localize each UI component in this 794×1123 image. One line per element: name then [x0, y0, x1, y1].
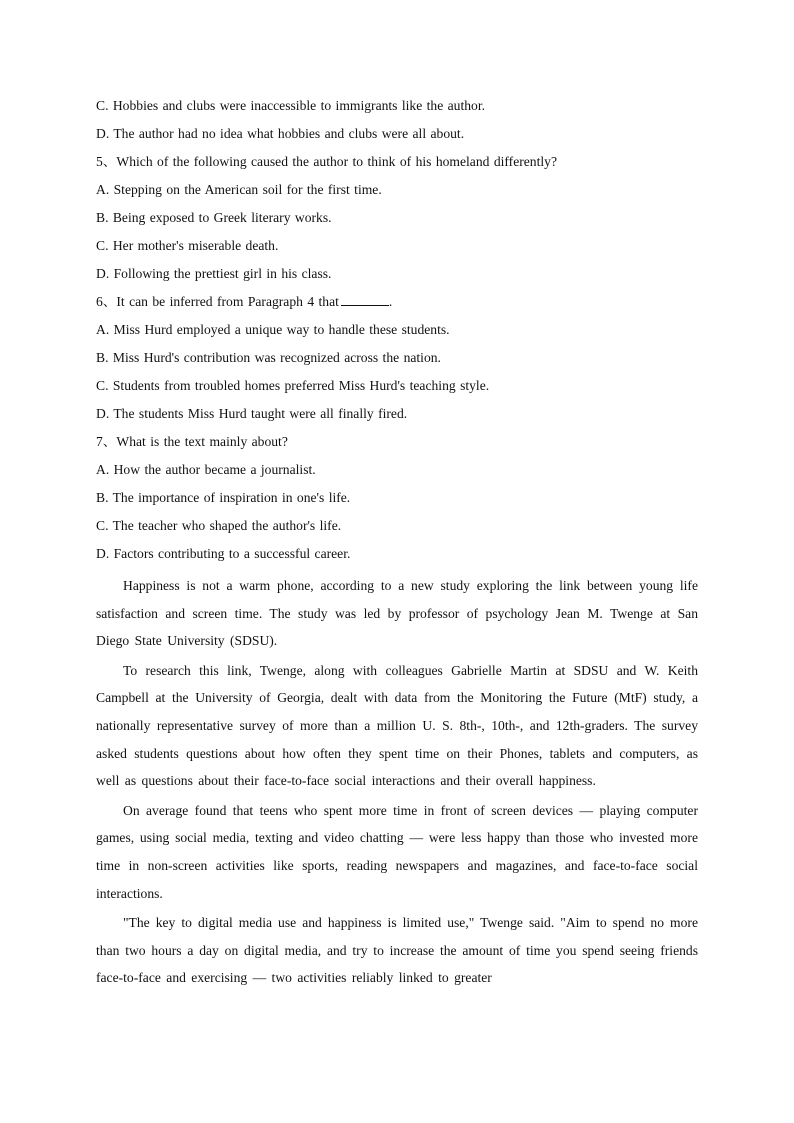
- question-stem-text: 6、It can be inferred from Paragraph 4 that: [96, 294, 339, 309]
- option-line: B. The importance of inspiration in one's life.: [96, 490, 351, 505]
- question-6: [96, 290, 698, 430]
- option-line: C. Hobbies and clubs were inaccessible to immigrants like the author.: [96, 98, 486, 113]
- option-line: C. Students from troubled homes preferred Miss Hurd's teaching style.: [96, 378, 490, 393]
- question-stem: [96, 290, 698, 318]
- question-7: [96, 430, 698, 570]
- option-line: D. Factors contributing to a successful career.: [96, 546, 351, 561]
- option-line: D. The students Miss Hurd taught were all finally fired.: [96, 406, 408, 421]
- passage-paragraph: Happiness is not a warm phone, according to a new study exploring the link between young life satisfaction and screen time. The study was led by professor of psychology Jean M. Twenge at San Diego State University (SDSU).: [96, 578, 698, 649]
- option-line: B. Miss Hurd's contribution was recognized across the nation.: [96, 350, 441, 365]
- question-5: [96, 150, 698, 290]
- answer-blank: [341, 293, 389, 306]
- option-line: D. Following the prettiest girl in his class.: [96, 266, 332, 281]
- option-line: D. The author had no idea what hobbies and clubs were all about.: [96, 126, 465, 141]
- question-stem-end: .: [388, 294, 393, 309]
- document-page: [96, 94, 698, 992]
- reading-passage: [96, 572, 698, 992]
- passage-paragraph: To research this link, Twenge, along with colleagues Gabrielle Martin at SDSU and W. Keith Campbell at the University of Georgia, dealt with data from the Monitoring the Future (MtF) study, a nationally representative survey of more than a million U. S. 8th-, 10th-, and 12th-graders. The survey asked students questions about how often they spent time on their Phones, tablets and computers, as well as questions about their face-to-face social interactions and their overall happiness.: [96, 662, 698, 789]
- option-line: C. Her mother's miserable death.: [96, 238, 279, 253]
- question-stem: 5、Which of the following caused the author to think of his homeland differently?: [96, 154, 557, 169]
- passage-paragraph: "The key to digital media use and happiness is limited use," Twenge said. "Aim to spend no more than two hours a day on digital media, and try to increase the amount of time you spend seeing friends face-to-face and exercising — two activities reliably linked to greater: [96, 915, 698, 986]
- option-line: A. Stepping on the American soil for the first time.: [96, 182, 382, 197]
- option-line: C. The teacher who shaped the author's life.: [96, 518, 342, 533]
- question-stem: 7、What is the text mainly about?: [96, 434, 288, 449]
- option-line: B. Being exposed to Greek literary works.: [96, 210, 332, 225]
- option-line: A. Miss Hurd employed a unique way to handle these students.: [96, 322, 450, 337]
- option-line: A. How the author became a journalist.: [96, 462, 316, 477]
- passage-paragraph: On average found that teens who spent more time in front of screen devices — playing computer games, using social media, texting and video chatting — were less happy than those who invested more time in non-screen activities like sports, reading newspapers and magazines, and face-to-face social interactions.: [96, 802, 698, 901]
